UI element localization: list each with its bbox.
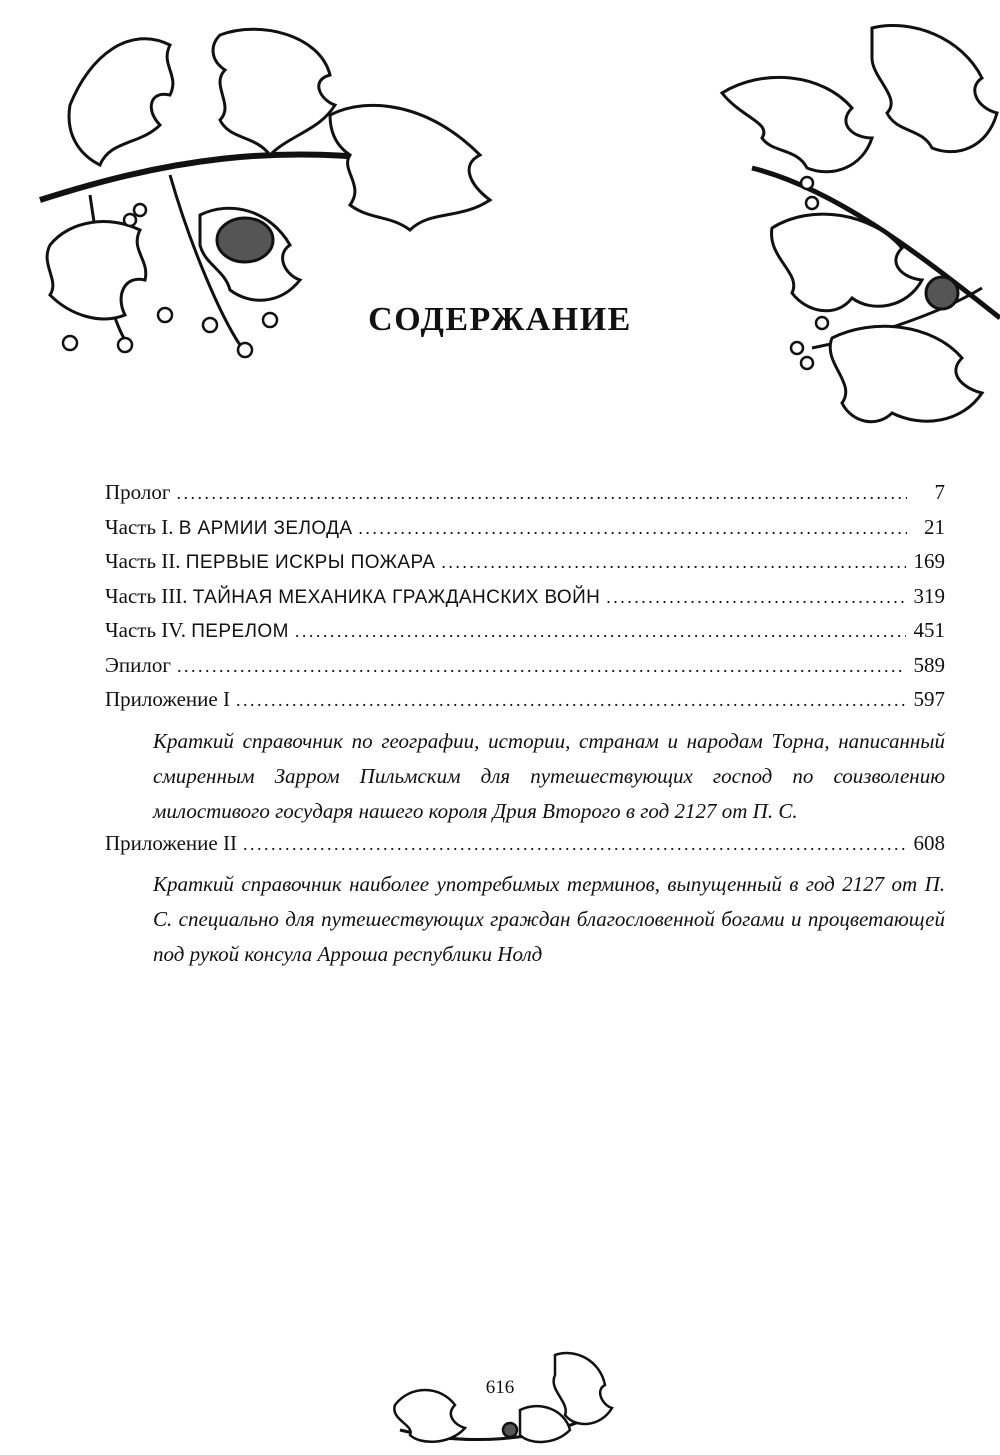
toc-entry-prefix: Часть III.: [105, 583, 193, 608]
toc-entry-label: Эпилог: [105, 652, 171, 677]
dot-leader: [176, 483, 907, 504]
toc-entry-label: [105, 549, 441, 574]
toc-entry-appendix-1[interactable]: [105, 687, 945, 722]
toc-entry-label: Приложение I: [105, 687, 230, 711]
toc-entry-part-1[interactable]: [105, 515, 945, 550]
page-number: 616: [485, 1377, 515, 1398]
dot-leader: [177, 656, 906, 677]
toc-entry-page: 608: [913, 830, 945, 855]
toc-entry-page: 21: [924, 514, 945, 539]
toc-entry-page: 597: [913, 687, 945, 711]
toc-entry-caps: ПЕРВЫЕ ИСКРЫ ПОЖАРА: [185, 552, 436, 573]
toc-entry-label: [105, 515, 358, 540]
dot-leader: [236, 690, 906, 711]
toc-entry-caps: В АРМИИ ЗЕЛОДА: [178, 517, 353, 539]
dot-leader: [441, 552, 905, 573]
toc-entry-label: Пролог: [105, 480, 171, 504]
table-of-contents: [105, 480, 945, 974]
toc-entry-part-3[interactable]: [105, 584, 945, 619]
toc-entry-part-2[interactable]: [105, 549, 945, 584]
toc-entry-epilogue[interactable]: [105, 653, 945, 688]
oak-branch-icon: [712, 18, 1000, 438]
page-title: СОДЕРЖАНИЕ: [368, 300, 632, 338]
dot-leader: [358, 518, 907, 539]
toc-entry-label: Приложение II: [105, 830, 237, 855]
dot-leader: [606, 587, 905, 608]
toc-entry-prologue[interactable]: [105, 480, 945, 515]
toc-entry-description: Краткий справочник по географии, истории, странам и народам Торна, написанный смиренным Зарром Пильмским для путешествующих господ по соизволению милостивого государя нашего короля Дрия Второго в год 2127 от П. С.: [153, 728, 945, 823]
toc-entry-prefix: Часть IV.: [105, 618, 192, 642]
dot-leader: [295, 621, 906, 642]
toc-entry-page: 451: [913, 618, 945, 642]
toc-entry-caps: ПЕРЕЛОМ: [191, 621, 289, 642]
toc-entry-prefix: Часть II.: [105, 549, 186, 573]
toc-entry-page: 169: [913, 549, 945, 573]
dot-leader: [243, 834, 906, 855]
toc-entry-caps: ТАЙНАЯ МЕХАНИКА ГРАЖДАНСКИХ ВОЙН: [192, 586, 601, 608]
toc-entry-appendix-2[interactable]: [105, 831, 945, 866]
toc-entry-prefix: Часть I.: [105, 514, 179, 539]
toc-entry-page: 7: [934, 480, 945, 504]
toc-entry-label: [105, 618, 295, 643]
toc-entry-page: 589: [913, 652, 945, 677]
toc-entry-page: 319: [913, 583, 945, 608]
toc-entry-part-4[interactable]: [105, 618, 945, 653]
toc-entry-label: [105, 584, 606, 609]
toc-entry-description: Краткий справочник наиболее употребимых терминов, выпущенный в год 2127 от П. С. специально для путешествующих граждан благословенной богами и процветающей под рукой консула Арроша республики Нолд: [153, 872, 945, 966]
oak-sprig-icon: [380, 1350, 620, 1455]
